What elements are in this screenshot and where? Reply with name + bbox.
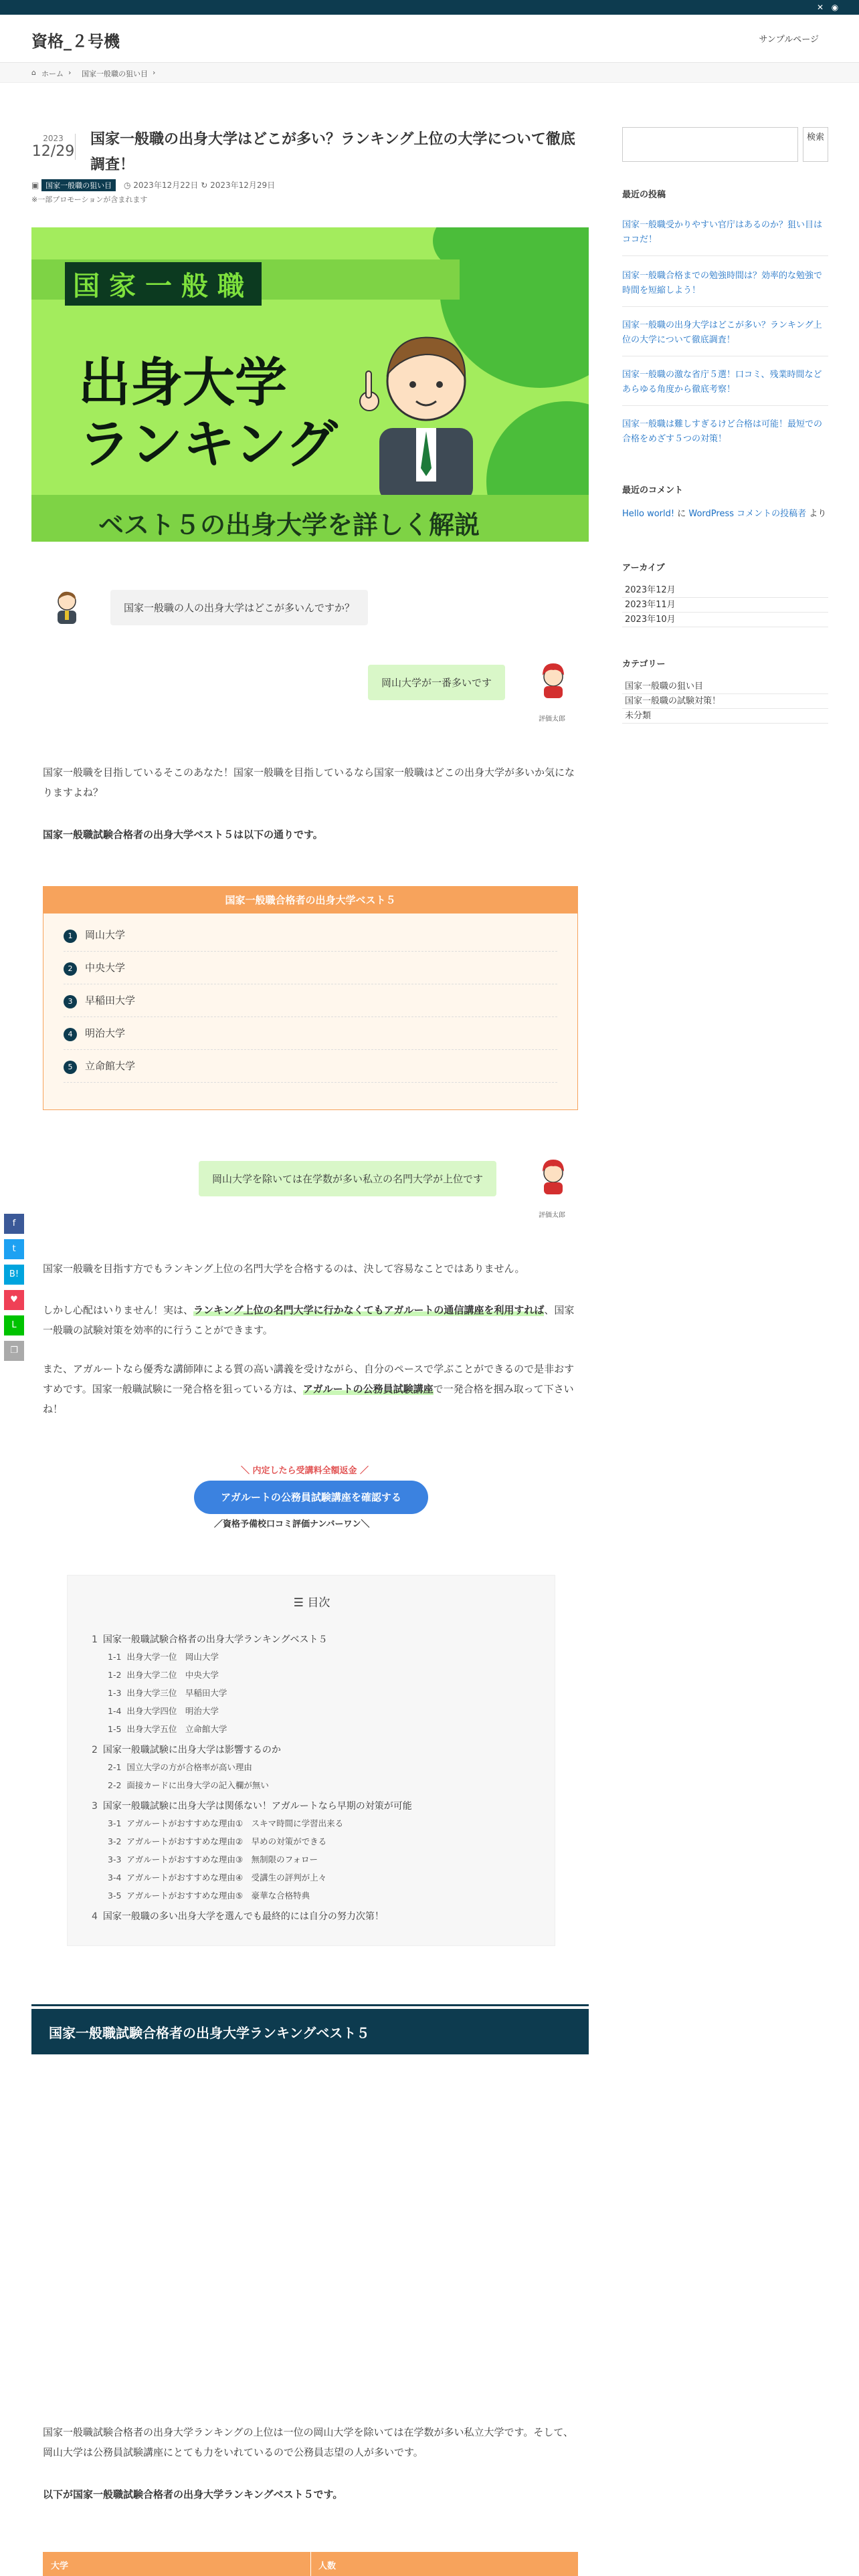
cta-subtext: ／資格予備校口コミ評価ナンバーワン＼ [214,1519,370,1529]
hero-heading-1: 出身大学 [78,353,288,413]
post-meta [31,179,275,191]
speech-bubble: 国家一般職の人の出身大学はどこが多いんですか？ [110,590,368,625]
toc-item[interactable]: 3 国家一般職試験に出身大学は関係ない！アガルートなら早期の対策が可能 [92,1801,412,1812]
toc-item[interactable]: 3-3 アガルートがおすすめな理由③ 無制限のフォロー [108,1854,318,1864]
table-col-header: 大学 [51,2561,69,2571]
recent-posts-title: 最近の投稿 [622,190,666,200]
toc-item[interactable]: 1-1 出身大学一位 岡山大学 [108,1652,219,1662]
toc-item[interactable]: 1-2 出身大学二位 中央大学 [108,1670,219,1680]
toc-item[interactable]: 3-2 アガルートがおすすめな理由② 早めの対策ができる [108,1836,327,1846]
paragraph: 国家一般職を目指しているそこのあなた！国家一般職を目指しているなら国家一般職はどこの出身大学が多いか気になりますよね？ [43,766,575,798]
breadcrumb-category[interactable]: 国家一般職の狙い目 [82,70,148,78]
post-title: 国家一般職の出身大学はどこが多い？ランキング上位の大学について徹底調査！ [90,131,575,173]
toc-item[interactable]: 2 国家一般職試験に出身大学は影響するのか [92,1745,281,1755]
toc-item[interactable]: 3-4 アガルートがおすすめな理由④ 受講生の評判が上々 [108,1872,327,1883]
toc-item[interactable]: 1 国家一般職試験合格者の出身大学ランキングベスト５ [92,1634,328,1645]
businessman-illustration [360,338,473,502]
table-header [43,2552,578,2576]
toc-item[interactable]: 4 国家一般職の多い出身大学を選んでも最終的には自分の努力次第！ [92,1911,384,1922]
paragraph: しかし心配はいりません！実は、ランキング上位の名門大学に行かなくてもアガルートの通信講座を利用すれば、国家一般職の試験対策を効率的に行うことができます。 [43,1304,575,1336]
recent-comment: Hello world! に WordPress コメントの投稿者 より [622,509,827,519]
search-input[interactable] [622,127,798,162]
chevron-right-icon: › [68,68,72,77]
paragraph: 国家一般職試験合格者の出身大学ベスト５は以下の通りです。 [43,829,323,841]
section-heading: 国家一般職試験合格者の出身大学ランキングベスト５ [31,2006,589,2054]
category-item[interactable]: 国家一般職の狙い目 [622,679,828,694]
list-item: 2 中央大学 [64,952,557,984]
paragraph: 国家一般職試験合格者の出身大学ランキングの上位は一位の岡山大学を除いては在学数が多い私立大学です。そして、岡山大学は公務員試験講座にとても力をいれているので公務員志望の人が多いです。 [43,2426,574,2458]
search-button[interactable]: 検索 [803,127,828,162]
updated-date: 2023年12月29日 [210,181,276,190]
toc-title: ☰ 目次 [293,1596,330,1610]
paragraph: また、アガルートなら優秀な講師陣による質の高い講義を受けながら、自分のペースで学ぶことができるので是非おすすめです。国家一般職試験に一発合格を狙っている方は、アガルートの公務員試験講座で一発合格を掴み取って下さいね！ [43,1363,575,1415]
recent-post-link[interactable]: 国家一般職は難しすぎるけど合格は可能！最短での合格をめざす５つの対策！ [622,419,823,444]
category-item[interactable]: 未分類 [622,709,828,724]
cta-label: ＼ 内定したら受講料全額返金 ／ [241,1466,369,1476]
comment-author-link[interactable]: WordPress コメントの投稿者 [688,509,807,519]
toc-item[interactable]: 1-5 出身大学五位 立命館大学 [108,1724,227,1734]
archives-title: アーカイブ [622,563,665,573]
best5-box [43,886,578,1110]
twitter-icon[interactable]: t [4,1239,24,1259]
comment-post-link[interactable]: Hello world! [622,509,675,519]
promotion-notice: ※一部プロモーションが含まれます [31,195,148,204]
speech-bubble: 岡山大学が一番多いです [368,665,505,700]
toc-item[interactable]: 1-4 出身大学四位 明治大学 [108,1706,219,1716]
toc-item[interactable]: 2-2 面接カードに出身大学の記入欄が無い [108,1780,269,1790]
top-bar [0,0,859,15]
highlight-text: ランキング上位の名門大学に行かなくてもアガルートの通信講座を利用すれば [193,1304,545,1316]
recent-post-link[interactable]: 国家一般職受かりやすい官庁はあるのか？狙い目はココだ！ [622,220,823,245]
best5-list [43,914,577,1088]
category-badge[interactable]: 国家一般職の狙い目 [41,179,116,191]
best5-title: 国家一般職合格者の出身大学ベスト５ [43,887,577,914]
post-month-day: 12/29 [31,143,75,160]
table-of-contents [67,1575,555,1946]
recent-post-link[interactable]: 国家一般職の出身大学はどこが多い？ランキング上位の大学について徹底調査！ [622,320,822,345]
copy-icon[interactable]: ❐ [4,1341,24,1361]
archive-item[interactable]: 2023年12月 [622,583,828,598]
folder-icon: ▣ [31,181,42,190]
avatar [47,585,87,625]
chevron-right-icon: › [153,68,156,77]
archive-item[interactable]: 2023年10月 [622,613,828,627]
category-item[interactable]: 国家一般職の試験対策！ [622,694,828,709]
toc-item[interactable]: 3-1 アガルートがおすすめな理由① スキマ時間に学習出来る [108,1818,344,1828]
toc-item[interactable]: 3-5 アガルートがおすすめな理由⑤ 豪華な合格特典 [108,1891,310,1901]
list-item: 1 岡山大学 [64,919,557,952]
list-icon: ☰ [293,1596,308,1610]
paragraph: 以下が国家一般職試験合格者の出身大学ランキングベスト５です。 [43,2488,343,2500]
pocket-icon[interactable]: ♥ [4,1290,24,1310]
hero-label: 国家一般職 [65,262,262,306]
twitter-icon[interactable]: ✕ [816,3,824,12]
avatar-name: 評価太郎 [539,1212,565,1219]
list-item: 3 早稲田大学 [64,984,557,1017]
paragraph: 国家一般職を目指す方でもランキング上位の名門大学を合格するのは、決して容易なことではありません。 [43,1263,525,1275]
recent-comments-title: 最近のコメント [622,486,684,496]
hero-image [31,227,589,542]
nav-sample-page[interactable]: サンプルページ [759,35,819,45]
recent-post-link[interactable]: 国家一般職の激な省庁５選！口コミ、残業時間などあらゆる角度から徹底考察！ [622,370,822,395]
archives-list [622,583,828,627]
rss-icon[interactable]: ◉ [831,3,839,12]
site-header [0,15,859,63]
categories-title: カテゴリー [622,659,666,669]
avatar [533,659,573,700]
line-icon[interactable]: L [4,1315,24,1335]
site-title[interactable]: 資格_２号機 [31,32,120,51]
table-col-header: 人数 [318,2561,337,2571]
avatar [533,1156,573,1196]
refresh-icon: ↻ [201,181,211,190]
home-icon[interactable]: ⌂ [31,68,36,77]
categories-list [622,679,828,724]
list-item: 4 明治大学 [64,1017,557,1050]
hero-heading-2: ランキング [78,415,338,475]
breadcrumb-home[interactable]: ホーム [41,70,64,78]
toc-item[interactable]: 2-1 国立大学の方が合格率が高い理由 [108,1762,252,1772]
breadcrumb [0,63,859,83]
archive-item[interactable]: 2023年11月 [622,598,828,613]
post-year: 2023 [43,134,64,143]
speech-bubble: 岡山大学を除いては在学数が多い私立の名門大学が上位です [199,1161,496,1196]
recent-post-link[interactable]: 国家一般職合格までの勉強時間は？効率的な勉強で時間を短縮しよう！ [622,271,823,296]
avatar-name: 評価太郎 [539,716,565,723]
facebook-icon[interactable]: f [4,1214,24,1234]
hatena-icon[interactable]: B! [4,1265,24,1285]
highlight-text: アガルートの公務員試験講座 [302,1383,434,1395]
cta-button[interactable]: アガルートの公務員試験講座を確認する [194,1481,428,1514]
published-date: 2023年12月22日 [133,181,199,190]
clock-icon: ◷ [123,181,134,190]
toc-item[interactable]: 1-3 出身大学三位 早稲田大学 [108,1688,227,1698]
post-date [31,134,76,160]
list-item: 5 立命館大学 [64,1050,557,1083]
hero-caption: ベスト５の出身大学を詳しく解説 [98,510,480,540]
